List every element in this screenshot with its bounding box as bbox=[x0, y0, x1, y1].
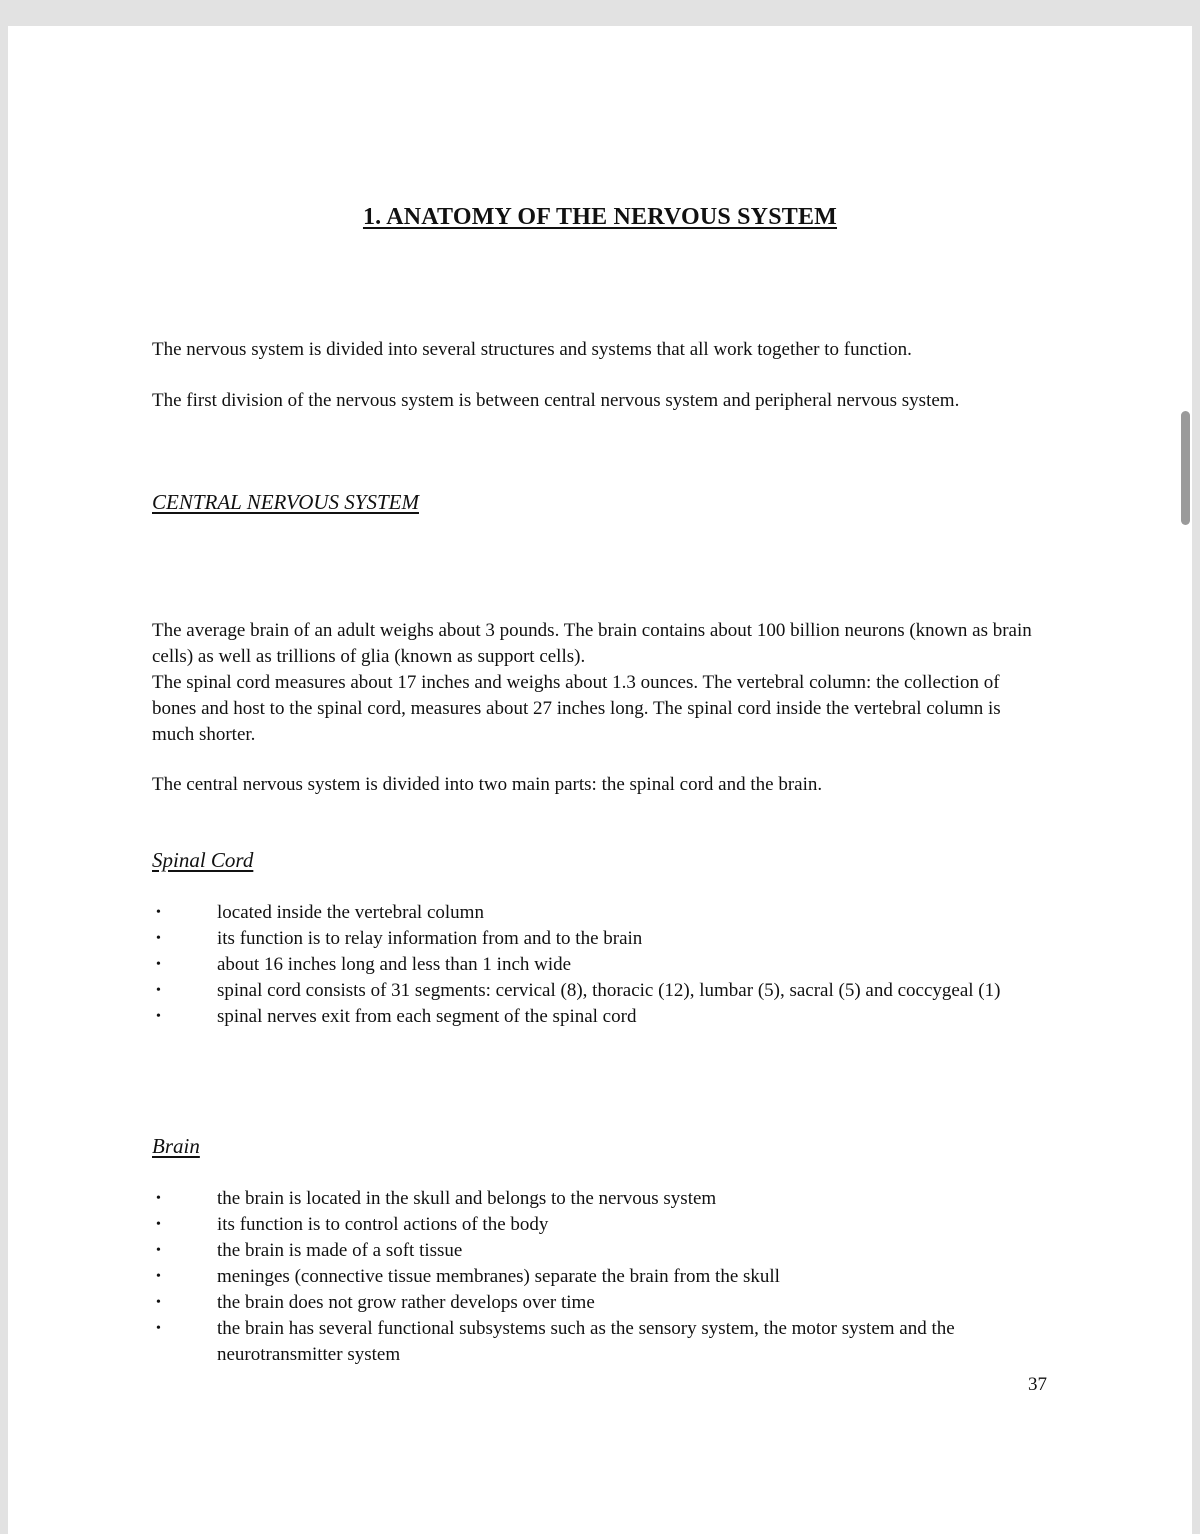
list-item-text: the brain is located in the skull and belongs to the nervous system bbox=[217, 1188, 717, 1209]
bullet-icon: • bbox=[156, 1217, 161, 1232]
cns-paragraph-spinal-cord: The spinal cord measures about 17 inches and weighs about 1.3 ounces. The vertebral column: the collection of bones and host to the spinal cord, measures about 27 inches long. The spinal cord inside the vertebral column is much shorter. bbox=[152, 672, 1001, 745]
brain-list bbox=[152, 1186, 1032, 1368]
list-item bbox=[152, 1290, 1032, 1316]
bullet-icon: • bbox=[156, 1321, 161, 1336]
document-page bbox=[8, 26, 1192, 1534]
list-item-text: spinal cord consists of 31 segments: cervical (8), thoracic (12), lumbar (5), sacral (5) and coccygeal (1) bbox=[217, 980, 1001, 1001]
list-item bbox=[152, 1004, 1032, 1030]
page-title: 1. ANATOMY OF THE NERVOUS SYSTEM bbox=[362, 204, 838, 230]
bullet-icon: • bbox=[156, 905, 161, 920]
list-item bbox=[152, 1316, 1032, 1368]
list-item bbox=[152, 900, 1032, 926]
list-item bbox=[152, 1238, 1032, 1264]
section-heading-cns: CENTRAL NERVOUS SYSTEM bbox=[152, 490, 419, 514]
intro-paragraph-2: The first division of the nervous system is between central nervous system and peripheral nervous system. bbox=[152, 390, 960, 411]
list-item bbox=[152, 1212, 1032, 1238]
list-item bbox=[152, 1186, 1032, 1212]
list-item-text: located inside the vertebral column bbox=[217, 902, 484, 923]
list-item-text: its function is to control actions of the body bbox=[217, 1214, 549, 1235]
bullet-icon: • bbox=[156, 1295, 161, 1310]
cns-paragraph-division: The central nervous system is divided into two main parts: the spinal cord and the brain. bbox=[152, 774, 823, 795]
list-item-text: the brain does not grow rather develops over time bbox=[217, 1292, 595, 1313]
list-item bbox=[152, 978, 1032, 1004]
list-item-text: meninges (connective tissue membranes) separate the brain from the skull bbox=[217, 1266, 780, 1287]
page-number: 37 bbox=[1028, 1374, 1047, 1395]
list-item-text: spinal nerves exit from each segment of the spinal cord bbox=[217, 1006, 637, 1027]
list-item-text: about 16 inches long and less than 1 inch wide bbox=[217, 954, 572, 975]
bullet-icon: • bbox=[156, 1243, 161, 1258]
list-item-text: the brain is made of a soft tissue bbox=[217, 1240, 463, 1261]
spinal-cord-list bbox=[152, 900, 1032, 1030]
bullet-icon: • bbox=[156, 1009, 161, 1024]
scrollbar-thumb[interactable] bbox=[1181, 411, 1190, 525]
list-item bbox=[152, 926, 1032, 952]
bullet-icon: • bbox=[156, 957, 161, 972]
section-heading-spinal-cord: Spinal Cord bbox=[152, 848, 254, 872]
section-heading-brain: Brain bbox=[152, 1134, 200, 1158]
cns-paragraph-brain: The average brain of an adult weighs about 3 pounds. The brain contains about 100 billion neurons (known as brain cells) as well as trillions of glia (known as support cells). bbox=[152, 620, 1032, 667]
list-item-text: the brain has several functional subsystems such as the sensory system, the motor system and the neurotransmitter system bbox=[217, 1318, 955, 1365]
list-item bbox=[152, 1264, 1032, 1290]
bullet-icon: • bbox=[156, 1269, 161, 1284]
bullet-icon: • bbox=[156, 1191, 161, 1206]
list-item-text: its function is to relay information from and to the brain bbox=[217, 928, 643, 949]
list-item bbox=[152, 952, 1032, 978]
intro-paragraph-1: The nervous system is divided into several structures and systems that all work together to function. bbox=[152, 339, 912, 360]
bullet-icon: • bbox=[156, 931, 161, 946]
bullet-icon: • bbox=[156, 983, 161, 998]
